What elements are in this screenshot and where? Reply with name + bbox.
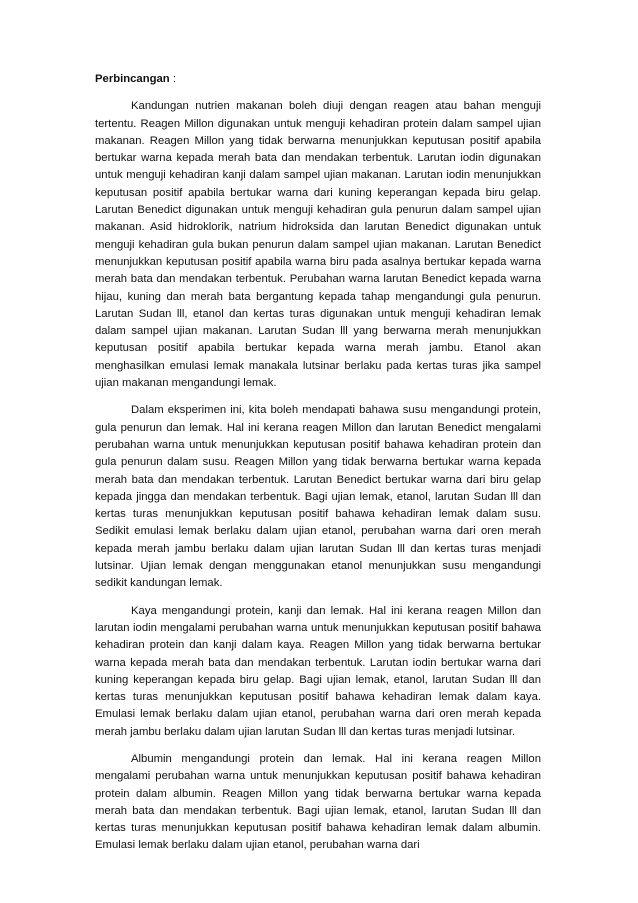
- paragraph-albumin-results: Albumin mengandungi protein dan lemak. Hal ini kerana reagen Millon mengalami perubahan warna untuk menunjukkan keputusan positif bahawa kehadiran protein dalam albumin. Reagen Millon yang tidak berwarna bertukar warna kepada merah bata dan mendakan terbentuk. Bagi ujian lemak, etanol, larutan Sudan lll dan kertas turas menunjukkan keputusan positif bahawa kehadiran lemak dalam albumin. Emulasi lemak berlaku dalam ujian etanol, perubahan warna dari: [95, 752, 541, 852]
- section-heading-suffix: :: [169, 73, 176, 85]
- paragraph-nutrient-tests: Kandungan nutrien makanan boleh diuji dengan reagen atau bahan menguji tertentu. Reagen Millon digunakan untuk menguji kehadiran protein dalam sampel ujian makanan. Reagen Millon yang tidak berwarna menunjukkan keputusan positif apabila bertukar warna kepada merah bata dan mendakan terbentuk. Larutan iodin digunakan untuk menguji kehadiran kanji dalam sampel ujian makanan. Larutan iodin menunjukkan keputusan positif apabila bertukar warna dari kuning keperangan kepada biru gelap. Larutan Benedict digunakan untuk menguji kehadiran gula penurun dalam sampel ujian makanan. Asid hidroklorik, natrium hidroksida dan larutan Benedict digunakan untuk menguji kehadiran gula bukan penurun dalam sampel ujian makanan. Larutan Benedict menunjukkan keputusan positif apabila warna biru pada asalnya bertukar kepada warna merah bata dan mendakan terbentuk. Perubahan warna larutan Benedict kepada warna hijau, kuning dan merah bata bergantung kepada tahap mengandungi gula penurun. Larutan Sudan lll, etanol dan kertas turas digunakan untuk menguji kehadiran lemak dalam sampel ujian makanan. Larutan Sudan lll yang berwarna merah menunjukkan keputusan positif apabila bertukar kepada warna merah jambu. Etanol akan menghasilkan emulasi lemak manakala lutsinar berlaku pada kertas turas jika sampel ujian makanan mengandungi lemak.: [95, 100, 541, 390]
- section-heading-title: Perbincangan: [95, 73, 170, 85]
- paragraph-kaya-results: Kaya mengandungi protein, kanji dan lemak. Hal ini kerana reagen Millon dan larutan iodin mengalami perubahan warna untuk menunjukkan keputusan positif bahawa kehadiran protein dan kanji dalam kaya. Reagen Millon yang tidak berwarna bertukar warna kepada merah bata dan mendakan terbentuk. Larutan iodin bertukar warna dari kuning keperangan kepada biru gelap. Bagi ujian lemak, etanol, larutan Sudan lll dan kertas turas menunjukkan keputusan positif bahawa kehadiran lemak dalam kaya. Emulasi lemak berlaku dalam ujian etanol, perubahan warna dari oren merah kepada merah jambu berlaku dalam ujian larutan Sudan lll dan kertas turas menjadi lutsinar.: [95, 604, 541, 738]
- section-heading: [95, 71, 541, 88]
- document-page: [95, 71, 541, 865]
- paragraph-milk-results: Dalam eksperimen ini, kita boleh mendapati bahawa susu mengandungi protein, gula penurun dan lemak. Hal ini kerana reagen Millon dan larutan Benedict mengalami perubahan warna untuk menunjukkan keputusan positif bahawa kehadiran protein dan gula penurun dalam susu. Reagen Millon yang tidak berwarna bertukar warna kepada merah bata dan mendakan terbentuk. Larutan Benedict bertukar warna dari biru gelap kepada jingga dan mendakan terbentuk. Bagi ujian lemak, etanol, larutan Sudan lll dan kertas turas menunjukkan keputusan positif bahawa kehadiran lemak dalam susu. Sedikit emulasi lemak berlaku dalam ujian etanol, perubahan warna dari oren merah kepada merah jambu berlaku dalam ujian larutan Sudan lll dan kertas turas menjadi lutsinar. Ujian lemak dengan menggunakan etanol menunjukkan susu mengandungi sedikit kandungan lemak.: [95, 404, 541, 590]
